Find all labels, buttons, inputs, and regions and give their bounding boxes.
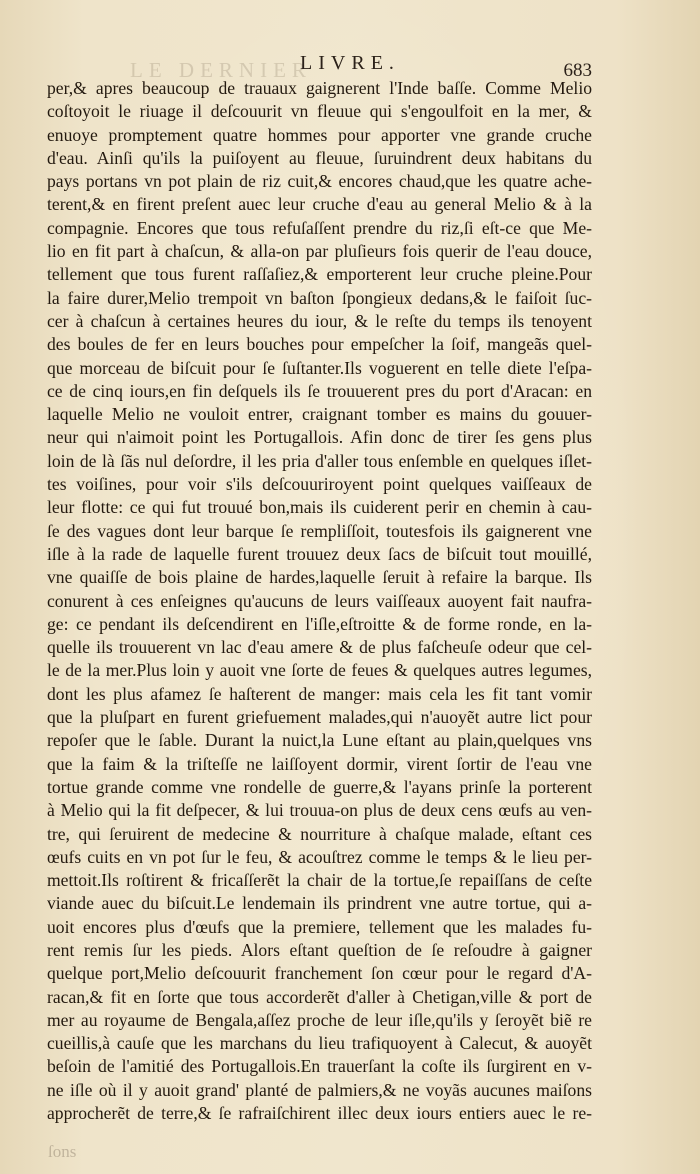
- text-line: approcherẽt de terre,& ſe rafraiſchirent illec deux iours entiers auec le re-: [47, 1103, 592, 1124]
- text-line: racan,& fit en ſorte que tous accorderẽt d'aller à Chetigan,ville & port de: [47, 986, 592, 1007]
- text-line: loin de là ſãs nul deſordre, il les pria d'aller tous enſemble en quelques iſlet-: [47, 450, 592, 471]
- text-line: cer à chaſcun à certaines heures du iour, & le reſte du temps ils tenoyent: [47, 310, 592, 331]
- text-line: iſle à la rade de laquelle furent trouuez deux ſacs de biſcuit tout mouillé,: [47, 543, 592, 564]
- text-line: coſtoyoit le riuage il deſcouurit vn fleuue qui s'engoulfoit en la mer, &: [47, 101, 592, 122]
- text-line: la faire durer,Melio trempoit vn baſton ſpongieux dedans,& le faiſoit ſuc-: [47, 287, 592, 308]
- text-line: cueillis,à cauſe que les marchans du lieu trafiquoyent à Calecut, & auoyẽt: [47, 1033, 592, 1054]
- text-line: tellement que tous furent raſſaſiez,& emporterent leur cruche pleine.Pour: [47, 264, 592, 285]
- text-line: neur qui n'aimoit point les Portugallois. Afin donc de tirer ſes gens plus: [47, 427, 592, 448]
- text-line: tortue grande comme vne rondelle de guerre,& l'ayans prinſe la porterent: [47, 776, 592, 797]
- text-line: terent,& en firent preſent auec leur cruche d'eau au general Melio & à la: [47, 194, 592, 215]
- text-line: mettoit.Ils roſtirent & fricaſſerẽt la chair de la tortue,ſe repaiſſans de ceſte: [47, 870, 592, 891]
- text-line: mer au royaume de Bengala,aſſez proche de leur iſle,qu'ils y ſeroyẽt biẽ re: [47, 1009, 592, 1030]
- text-line: conurent à ces enſeignes qu'aucuns de leurs vaiſſeaux auoyent fait naufra-: [47, 590, 592, 611]
- text-line: ge: ce pendant ils deſcendirent en l'iſle,eſtroitte & de forme ronde, en la-: [47, 613, 592, 634]
- text-line: lio en fit part à chaſcun, & alla-on par pluſieurs fois querir de l'eau douce,: [47, 241, 592, 262]
- text-line: des boules de fer en leurs bouches pour empeſcher la ſoif, mangeãs quel-: [47, 334, 592, 355]
- text-line: à Melio qui la fit deſpecer, & lui trouua-on plus de deux cens œufs au ven-: [47, 800, 592, 821]
- text-line: beſoin de l'amitié des Portugallois.En trauerſant la coſte ils ſurgirent en v-: [47, 1056, 592, 1077]
- text-line: rent remis ſur les pieds. Alors eſtant queſtion de ſe reſoudre à gaigner: [47, 939, 592, 960]
- text-line: leur flotte: ce qui fut trouué bon,mais ils cuiderent perir en chemin à cau-: [47, 497, 592, 518]
- text-line: ſe des vagues dont leur barque ſe rempliſſoit, toutesfois ils gaignerent vne: [47, 520, 592, 541]
- text-line: d'eau. Ainſi qu'ils la puiſoyent au fleuue, ſuruindrent deux habitans du: [47, 147, 592, 168]
- text-line: vne quaiſſe de bois plaine de hardes,laquelle ſeruit à refaire la barque. Ils: [47, 567, 592, 588]
- text-line: pays portans vn pot plain de riz cuit,& encores chaud,que les quatre ache-: [47, 171, 592, 192]
- text-line: quelle ils trouuerent vn lac d'eau amere & de plus faſcheuſe odeur que cel-: [47, 637, 592, 658]
- bleed-through-text: LE DERNIER: [130, 58, 312, 82]
- text-line: le de la mer.Plus loin y auoit vne ſorte de feues & quelques autres legumes,: [47, 660, 592, 681]
- text-line: que la faim & la triſteſſe ne laiſſoyent dormir, virent ſortir de l'eau vne: [47, 753, 592, 774]
- text-line: ne iſle où il y auoit grand' planté de palmiers,& ne voyãs aucunes maiſons: [47, 1079, 592, 1100]
- running-head: LIVRE.: [300, 52, 400, 74]
- text-line: repoſer que le ſable. Durant la nuict,la Lune eſtant au plain,quelques vns: [47, 730, 592, 751]
- text-line: quelque port,Melio deſcouurit franchement ſon cœur pour le regard d'A-: [47, 963, 592, 984]
- page-number: 683: [563, 60, 592, 81]
- text-line: per,& apres beaucoup de trauaux gaignerent l'Inde baſſe. Comme Melio: [47, 78, 592, 98]
- body-text: [47, 77, 592, 1125]
- text-line: ce de cinq iours,en fin deſquels ils ſe trouuerent pres du port d'Aracan: en: [47, 380, 592, 401]
- text-line: œufs cuits en vn pot ſur le feu, & acouſtrez comme le temps & le lieu per-: [47, 846, 592, 867]
- text-line: que la pluſpart en furent griefuement malades,qui n'auoyẽt autre lict pour: [47, 707, 592, 728]
- text-line: laquelle Melio ne vouloit entrer, craignant tomber es mains du gouuer-: [47, 404, 592, 425]
- text-line: uoit encores plus d'œufs que la premiere, tellement que les malades fu-: [47, 916, 592, 937]
- catchword: ſons: [48, 1142, 77, 1161]
- text-line: tre, qui ſeruirent de medecine & nourriture à chaſque malade, eſtant ces: [47, 823, 592, 844]
- text-line: que morceau de biſcuit pour ſe ſuſtanter.Ils voguerent en telle diete l'eſpa-: [47, 357, 592, 378]
- text-line: enuoye promptement quatre hommes pour apporter vne grande cruche: [47, 124, 592, 145]
- text-line: dont les plus afamez ſe haſterent de manger: mais cela les fit tant vomir: [47, 683, 592, 704]
- text-line: viande auec du biſcuit.Le lendemain ils prindrent vne autre tortue, qui a-: [47, 893, 592, 914]
- text-line: compagnie. Encores que tous refuſaſſent prendre du riz,ſi eſt-ce que Me-: [47, 217, 592, 238]
- text-line: tes voiſines, pour voir s'ils deſcouuriroyent point quelques vaiſſeaux de: [47, 474, 592, 495]
